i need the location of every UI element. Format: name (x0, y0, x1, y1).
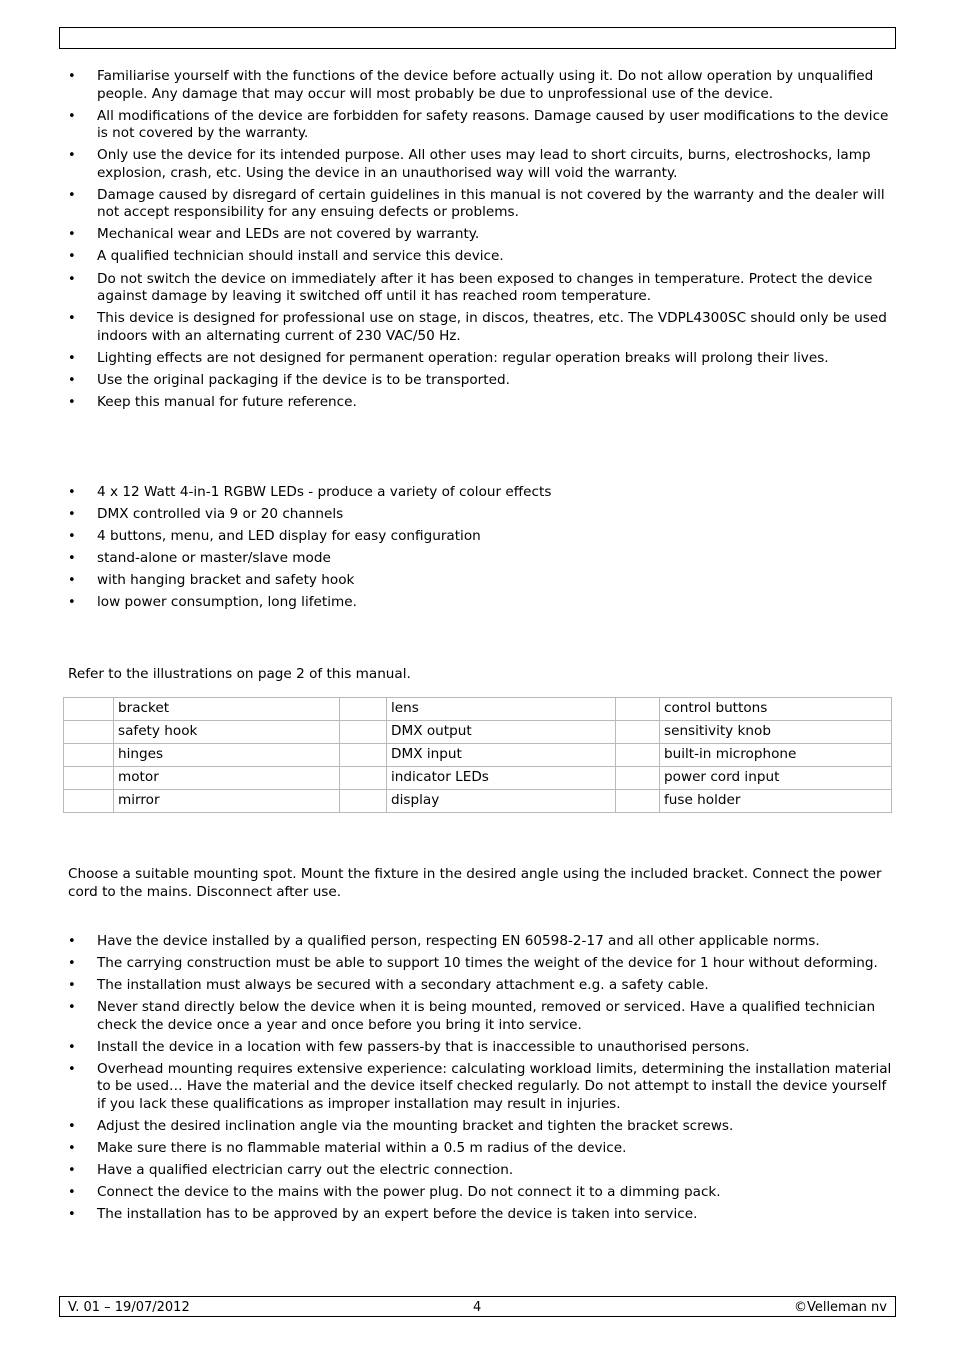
list-item: • 4 x 12 Watt 4-in-1 RGBW LEDs - produce a variety of colour effects (68, 484, 892, 502)
list-item: • Use the original packaging if the device is to be transported. (68, 372, 892, 390)
table-row (64, 744, 892, 767)
footer-version: V. 01 – 19/07/2012 (68, 1300, 190, 1315)
table-cell (616, 767, 660, 790)
table-cell (340, 767, 387, 790)
table-cell (616, 744, 660, 767)
list-item: • Keep this manual for future reference. (68, 394, 892, 412)
table-cell (64, 767, 114, 790)
table-cell: hinges (114, 744, 340, 767)
list-item: • Have a qualified electrician carry out the electric connection. (68, 1162, 892, 1180)
table-cell (340, 698, 387, 721)
table-cell: safety hook (114, 721, 340, 744)
list-item: • Make sure there is no flammable material within a 0.5 m radius of the device. (68, 1140, 892, 1158)
table-cell: DMX input (387, 744, 616, 767)
list-item: • Only use the device for its intended purpose. All other uses may lead to short circuits, burns, electroshocks, lamp explosion, crash, etc. Using the device in an unauthorised way will void the warranty. (68, 147, 892, 182)
table-cell (340, 721, 387, 744)
list-item: • with hanging bracket and safety hook (68, 572, 892, 590)
list-item: • Do not switch the device on immediately after it has been exposed to changes in temperature. Protect the device against damage by leaving it switched off until it has reached room temperature. (68, 271, 892, 306)
list-item: • This device is designed for professional use on stage, in discos, theatres, etc. The VDPL4300SC should only be used indoors with an alternating current of 230 VAC/50 Hz. (68, 310, 892, 345)
list-item: • The installation must always be secured with a secondary attachment e.g. a safety cable. (68, 977, 892, 995)
list-item: • Damage caused by disregard of certain guidelines in this manual is not covered by the warranty and the dealer will not accept responsibility for any ensuing defects or problems. (68, 187, 892, 222)
installation-rules-list (68, 933, 892, 1229)
list-item: • The installation has to be approved by an expert before the device is taken into service. (68, 1206, 892, 1224)
table-cell (616, 721, 660, 744)
table-cell: display (387, 790, 616, 813)
list-item: • low power consumption, long lifetime. (68, 594, 892, 612)
parts-table (63, 697, 892, 813)
list-item: • DMX controlled via 9 or 20 channels (68, 506, 892, 524)
table-cell (340, 790, 387, 813)
list-item: • 4 buttons, menu, and LED display for easy configuration (68, 528, 892, 546)
list-item: • Mechanical wear and LEDs are not covered by warranty. (68, 226, 892, 244)
table-cell: sensitivity knob (660, 721, 892, 744)
table-cell (64, 721, 114, 744)
page-header-box (59, 27, 896, 49)
table-cell: motor (114, 767, 340, 790)
list-item: • Overhead mounting requires extensive experience: calculating workload limits, determining the installation material to be used… Have the material and the device itself checked regularly. Do not attempt to install the device yourself if you lack these qualifications as improper installation may result in injuries. (68, 1061, 892, 1114)
table-cell (616, 790, 660, 813)
list-item: • A qualified technician should install and service this device. (68, 248, 892, 266)
list-item: • Familiarise yourself with the functions of the device before actually using it. Do not allow operation by unqualified people. Any damage that may occur will most probably be due to unprofessional use of the device. (68, 68, 892, 103)
list-item: • Have the device installed by a qualified person, respecting EN 60598-2-17 and all other applicable norms. (68, 933, 892, 951)
list-item: • Lighting effects are not designed for permanent operation: regular operation breaks will prolong their lives. (68, 350, 892, 368)
table-cell: mirror (114, 790, 340, 813)
list-item: • stand-alone or master/slave mode (68, 550, 892, 568)
table-cell (64, 744, 114, 767)
overview-intro: Refer to the illustrations on page 2 of this manual. (68, 666, 411, 682)
table-cell: built-in microphone (660, 744, 892, 767)
list-item: • Never stand directly below the device when it is being mounted, removed or serviced. Have a qualified technician check the device once a year and once before you bring it into service. (68, 999, 892, 1034)
table-cell: DMX output (387, 721, 616, 744)
table-cell (64, 698, 114, 721)
features-list (68, 484, 892, 617)
list-item: • All modifications of the device are forbidden for safety reasons. Damage caused by user modifications to the device is not covered by the warranty. (68, 108, 892, 143)
table-cell: lens (387, 698, 616, 721)
table-cell: bracket (114, 698, 340, 721)
table-cell (616, 698, 660, 721)
page-footer (59, 1296, 896, 1317)
safety-guidelines-list (68, 68, 892, 416)
table-cell (340, 744, 387, 767)
table-cell: power cord input (660, 767, 892, 790)
table-cell: indicator LEDs (387, 767, 616, 790)
table-row (64, 790, 892, 813)
list-item: • The carrying construction must be able to support 10 times the weight of the device for 1 hour without deforming. (68, 955, 892, 973)
list-item: • Adjust the desired inclination angle via the mounting bracket and tighten the bracket screws. (68, 1118, 892, 1136)
installation-intro: Choose a suitable mounting spot. Mount the fixture in the desired angle using the included bracket. Connect the power cord to the mains. Disconnect after use. (68, 866, 882, 900)
footer-copyright: ©Velleman nv (793, 1300, 887, 1315)
table-cell: fuse holder (660, 790, 892, 813)
table-row (64, 721, 892, 744)
footer-page-number: 4 (473, 1300, 482, 1315)
table-row (64, 767, 892, 790)
table-cell: control buttons (660, 698, 892, 721)
list-item: • Install the device in a location with few passers-by that is inaccessible to unauthorised persons. (68, 1039, 892, 1057)
list-item: • Connect the device to the mains with the power plug. Do not connect it to a dimming pack. (68, 1184, 892, 1202)
table-cell (64, 790, 114, 813)
table-row (64, 698, 892, 721)
